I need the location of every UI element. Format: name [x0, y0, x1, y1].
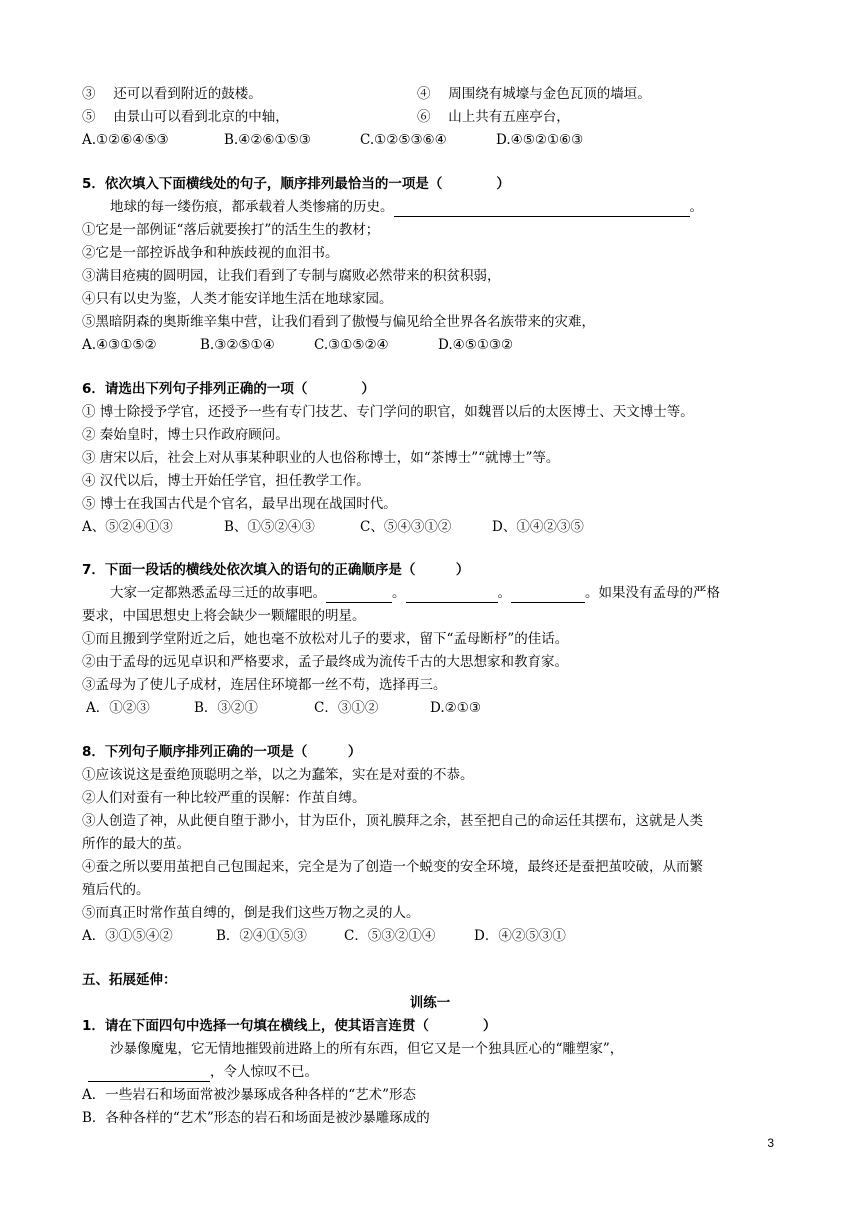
q5-lead: 地球的每一缕伤痕，都承载着人类惨痛的历史。 [110, 199, 394, 215]
q8-stem: 8．下列句子顺序排列正确的一项是（ ） [82, 744, 362, 760]
q7-item-2: ②由于孟母的远见卓识和严格要求，孟子最终成为流传千古的大思想家和教育家。 [82, 654, 568, 670]
q5-stem: 5．依次填入下面横线处的句子，顺序排列最恰当的一项是（ ） [82, 176, 510, 192]
q8-item-1: ①应该说这是蚕绝顶聪明之举，以之为蠢笨，实在是对蚕的不恭。 [82, 767, 474, 783]
q4-item-row-2 [82, 107, 570, 127]
q5-period: 。 [689, 199, 703, 215]
s5-q1-option-a: A．一些岩石和场面常被沙暴琢成各种各样的“艺术”形态 [82, 1087, 417, 1103]
q7-dot-2: 。 [497, 585, 511, 601]
q7-blank-2[interactable] [406, 586, 498, 603]
q7-stem: 7．下面一段话的横线处依次填入的语句的正确顺序是（ ） [82, 562, 470, 578]
q8-item-3: ③人创造了神，从此便自堕于渺小，甘为臣仆，顶礼膜拜之余，甚至把自己的命运任其摆布，这就是人类 [82, 813, 703, 829]
s5-q1-line-2 [88, 1062, 318, 1082]
q4-item-6: ⑥ 山上共有五座亭台， [417, 109, 570, 125]
s5-q1-line-2-text: ，令人惊叹不已。 [210, 1064, 318, 1080]
q8-option-a: A．③①⑤④② [82, 928, 173, 944]
q7-dot-3: 。 [585, 585, 599, 601]
q6-item-3: ③ 唐宋以后，社会上对从事某种职业的人也俗称博士，如“茶博士”“就博士”等。 [82, 450, 560, 466]
q4-item-row-1 [82, 84, 651, 104]
q7-tail: 如果没有孟母的严格 [598, 585, 720, 601]
q7-option-d: D.②①③ [430, 700, 481, 716]
q4-item-3: ③ 还可以看到附近的鼓楼。 [82, 86, 262, 102]
q6-option-d: D、①④②③⑤ [492, 519, 584, 535]
q4-item-4: ④ 周围绕有城壕与金色瓦顶的墙垣。 [417, 86, 651, 102]
q7-option-c: C．③①② [314, 700, 379, 716]
q7-blank-1[interactable] [326, 586, 392, 603]
q5-answer-blank[interactable] [394, 200, 690, 217]
q8-item-3-cont: 所作的最大的茧。 [82, 836, 190, 852]
q5-option-d: D.④⑤①③② [438, 337, 514, 353]
q7-line-2: 要求，中国思想史上将会缺少一颗耀眼的明星。 [82, 608, 366, 624]
s5-q1-option-b: B．各种各样的“艺术”形态的岩石和场面是被沙暴雕琢成的 [82, 1110, 430, 1126]
section-subheading: 训练一 [409, 995, 451, 1011]
q5-item-3: ③满目疮痍的圆明园，让我们看到了专制与腐败必然带来的积贫积弱， [82, 268, 501, 284]
q8-item-4-cont: 殖后代的。 [82, 882, 150, 898]
q8-option-d: D．④②⑤③① [474, 928, 566, 944]
s5-q1-stem: 1．请在下面四句中选择一句填在横线上，使其语言连贯（ ） [82, 1018, 497, 1034]
q4-option-a: A.①②⑥④⑤③ [82, 132, 169, 148]
q4-item-5: ⑤ 由景山可以看到北京的中轴， [82, 109, 289, 125]
q7-lead: 大家一定都熟悉孟母三迁的故事吧。 [110, 585, 326, 601]
q4-option-b: B.④②⑥①⑤③ [224, 132, 311, 148]
section-heading: 五、拓展延伸： [82, 972, 177, 988]
q7-item-3: ③孟母为了使儿子成材，连居住环境都一丝不苟，选择再三。 [82, 677, 447, 693]
q8-item-4: ④蚕之所以要用茧把自己包围起来，完全是为了创造一个蜕变的安全环境，最终还是蚕把茧咬破，从而繁 [82, 859, 703, 875]
q8-option-c: C．⑤③②①④ [344, 928, 436, 944]
q5-option-c: C.③①⑤②④ [314, 337, 389, 353]
q6-item-4: ④ 汉代以后，博士开始任学官，担任教学工作。 [82, 473, 370, 489]
q8-item-5: ⑤而真正时常作茧自缚的，倒是我们这些万物之灵的人。 [82, 905, 420, 921]
q6-option-c: C、⑤④③①② [360, 519, 452, 535]
q7-option-a: A．①②③ [86, 700, 150, 716]
q7-blank-3[interactable] [511, 586, 585, 603]
q5-lead-line [110, 197, 703, 217]
q5-option-a: A.④③①⑤② [82, 337, 157, 353]
q5-item-5: ⑤黑暗阴森的奥斯维辛集中营，让我们看到了傲慢与偏见给全世界各名族带来的灾难， [82, 314, 595, 330]
q6-item-1: ① 博士除授予学官，还授予一些有专门技艺、专门学问的职官，如魏晋以后的太医博士、天文博士等。 [82, 404, 694, 420]
q6-item-5: ⑤ 博士在我国古代是个官名，最早出现在战国时代。 [82, 496, 397, 512]
q8-option-b: B．②④①⑤③ [216, 928, 307, 944]
q5-option-b: B.③②⑤①④ [200, 337, 275, 353]
s5-q1-line-1: 沙暴像魔鬼，它无情地摧毁前进路上的所有东西，但它又是一个独具匠心的“雕塑家”， [110, 1041, 624, 1057]
page-number: 3 [767, 1136, 774, 1150]
q4-option-d: D.④⑤②①⑥③ [496, 132, 584, 148]
q5-item-4: ④只有以史为鉴，人类才能安详地生活在地球家园。 [82, 291, 393, 307]
q7-lead-line [110, 583, 720, 603]
q6-item-2: ② 秦始皇时，博士只作政府顾问。 [82, 427, 289, 443]
q6-option-a: A、⑤②④①③ [82, 519, 173, 535]
q8-item-2: ②人们对蚕有一种比较严重的误解：作茧自缚。 [82, 790, 366, 806]
q4-option-c: C.①②⑤③⑥④ [360, 132, 447, 148]
s5-q1-blank[interactable] [88, 1065, 210, 1082]
q6-option-b: B、①⑤②④③ [224, 519, 315, 535]
q5-item-1: ①它是一部例证“落后就要挨打”的活生生的教材； [82, 222, 380, 238]
q7-item-1: ①而且搬到学堂附近之后，她也毫不放松对儿子的要求，留下“孟母断杼”的佳话。 [82, 631, 569, 647]
q5-item-2: ②它是一部控诉战争和种族歧视的血泪书。 [82, 245, 339, 261]
q7-dot-1: 。 [392, 585, 406, 601]
q6-stem: 6．请选出下列句子排列正确的一项（ ） [82, 381, 375, 397]
q7-option-b: B．③②① [194, 700, 258, 716]
